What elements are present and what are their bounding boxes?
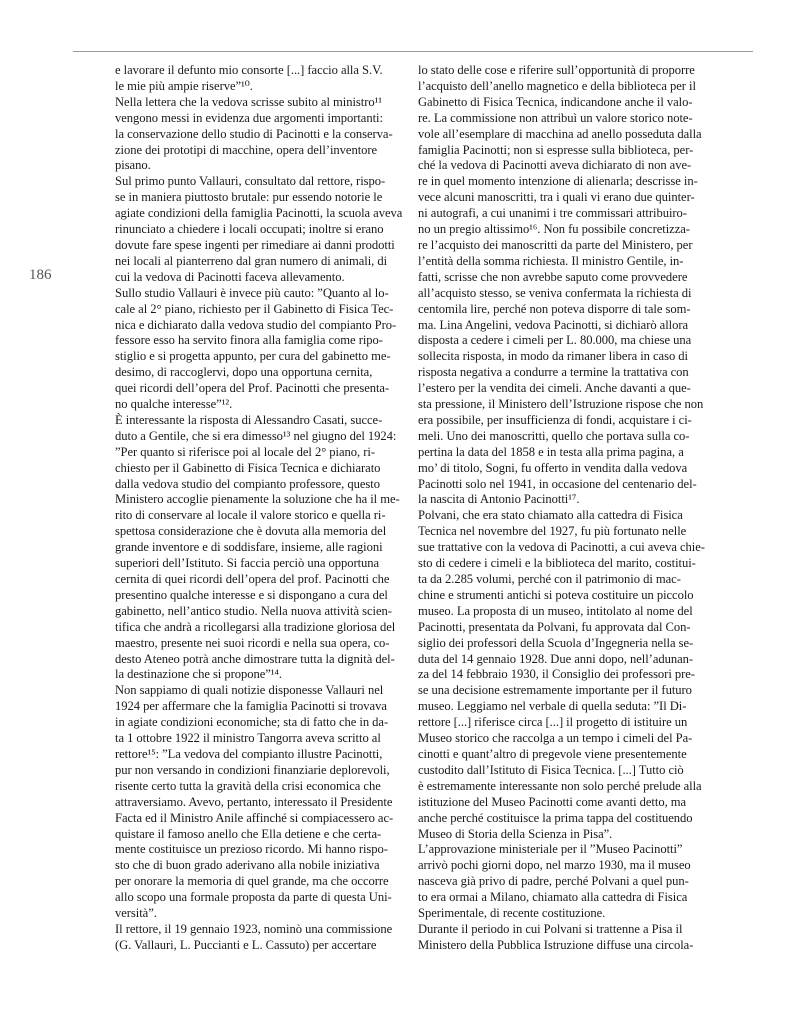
paragraph: Durante il periodo in cui Polvani si trattenne a Pisa il Ministero della Pubblica Istruzione diffuse una circola- xyxy=(418,921,694,952)
paragraph: È interessante la risposta di Alessandro Casati, succe- duto a Gentile, che si era dimesso¹³ nel giugno del 1924: ”Per quanto si riferisce poi al locale del 2° piano, ri- chiesto per il Gabinetto di Fisica Tecnica e dichiarato dalla vedova studio del compianto professore, questo Ministero accoglie pienamente la soluzione che ha il me- rito di conservare al locale il valore storico e quella ri- spettosa considerazione che è dovuta alla memoria del grande inventore e di soddisfare, insieme, alle ragioni superiori dell’Istituto. Si faccia perciò una opportuna cernita di quei ricordi dell’opera del prof. Pacinotti che presentino qualche interesse e si dispongano a cura del gabinetto, nell’antico studio. Nella nuova attività scien- tifica che andrà a ricollegarsi alla tradizione gloriosa del maestro, presente nei suoi ricordi e nella sua opera, co- desto Ateneo potrà anche dimostrare tutta la dignità del- la destinazione che si propone”¹⁴. xyxy=(115,412,400,682)
right-column xyxy=(418,63,708,954)
paragraph: Non sappiamo di quali notizie disponesse Vallauri nel 1924 per affermare che la famiglia Pacinotti si trovava in agiate condizioni economiche; sta di fatto che in da- ta 1 ottobre 1922 il ministro Tangorra aveva scritto al rettore¹⁵: ”La vedova del compianto illustre Pacinotti, pur non versando in condizioni finanziarie deplorevoli, risente certo tutta la gravità della crisi economica che attraversiamo. Avevo, pertanto, interessato il Presidente Facta ed il Ministro Anile affinché si compiacessero ac- quistare il famoso anello che Ella detiene e che certa- mente costituisce un prezioso ricordo. Mi hanno rispo- sto che di buon grado aderivano alla nobile iniziativa per onorare la memoria di quel grande, ma che occorre allo scopo una formale proposta da parte di questa Uni- versità”. xyxy=(115,683,394,921)
paragraph: L’approvazione ministeriale per il ”Museo Pacinotti” arrivò pochi giorni dopo, nel marzo 1930, ma il museo nasceva già privo di padre, perché Polvani a quel pun- to era ormai a Milano, chiamato alla cattedra di Fisica Sperimentale, di recente costituzione. xyxy=(418,842,691,921)
header-rule xyxy=(73,51,753,52)
paragraph: Polvani, che era stato chiamato alla cattedra di Fisica Tecnica nel novembre del 1927, fu più fortunato nelle sue trattative con la vedova di Pacinotti, a cui aveva chie- sto di cedere i cimeli e la biblioteca del marito, costitui- ta da 2.285 volumi, perché con il patrimonio di mac- chine e strumenti antichi si poteva costituire un piccolo museo. La proposta di un museo, intitolato al nome del Pacinotti, presentata da Polvani, fu approvata dal Con- siglio dei professori della Scuola d’Ingegneria nella se- duta del 14 gennaio 1928. Due anni dopo, nell’adunan- za del 14 febbraio 1930, il Consiglio dei professori pre- se una decisione estremamente importante per il futuro museo. Leggiamo nel verbale di quella seduta: ”Il Di- rettore [...] riferisce circa [...] il progetto di istituire un Museo storico che raccolga a un tempo i cimeli del Pa- cinotti e quant’altro di pregevole viene presentemente custodito dall’Istituto di Fisica Tecnica. [...] Tutto ciò è estremamente interessante non solo perché prelude alla istituzione del Museo Pacinotti come avanti detto, ma anche perché costituisce la prima tappa del costituendo Museo di Storia della Scienza in Pisa”. xyxy=(418,508,705,841)
paragraph: lo stato delle cose e riferire sull’opportunità di proporre l’acquisto dell’anello magnetico e della biblioteca per il Gabinetto di Fisica Tecnica, indicandone anche il valo- re. La commissione non attribuì un valore storico note- vole all’esemplare di macchina ad anello posseduta dalla famiglia Pacinotti; non si espresse sulla biblioteca, per- ché la vedova di Pacinotti aveva dichiarato di non ave- re in quel momento intenzione di alienarla; descrisse in- vece alcuni manoscritti, tra i quali vi erano due quinter- ni autografi, a cui unanimi i tre commissari attribuiro- no un pregio altissimo¹⁶. Non fu possibile concretizza- re l’acquisto dei manoscritti da parte del Ministero, per l’entità della somma richiesta. Il ministro Gentile, in- fatti, scrisse che non avrebbe saputo come provvedere all’acquisto stesso, se veniva confermata la richiesta di centomila lire, perché non poteva disporre di tale som- ma. Lina Angelini, vedova Pacinotti, si dichiarò allora disposta a cedere i cimeli per L. 80.000, ma chiese una sollecita risposta, in modo da rimaner libera in caso di risposta negativa a condurre a termine la trattativa con l’estero per la vendita dei cimeli. Anche davanti a que- sta pressione, il Ministero dell’Istruzione rispose che non era possibile, per insufficienza di fondi, acquistare i ci- meli. Uno dei manoscritti, quello che portava sulla co- pertina la data del 1858 e in testa alla prima pagina, a mo’ di titolo, Sogni, fu offerto in vendita dalla vedova Pacinotti solo nel 1941, in occasione del centenario del- la nascita di Antonio Pacinotti¹⁷. xyxy=(418,63,704,507)
paragraph: Sul primo punto Vallauri, consultato dal rettore, rispo- se in maniera piuttosto brutale: pur essendo notorie le agiate condizioni della famiglia Pacinotti, la scuola aveva rinunciato a chiedere i locali occupati; inoltre si erano dovute fare spese ingenti per rimediare ai danni prodotti nei locali al pianterreno dal gran numero di animali, di cui la vedova di Pacinotti faceva allevamento. xyxy=(115,174,403,284)
paragraph: e lavorare il defunto mio consorte [...] faccio alla S.V. le mie più ampie riserve”¹⁰. xyxy=(115,63,383,93)
left-column xyxy=(115,63,405,954)
paragraph: Sullo studio Vallauri è invece più cauto: ”Quanto al lo- cale al 2° piano, richiesto per il Gabinetto di Fisica Tec- nica e dichiarato dalla vedova studio del compianto Pro- fessore esso ha servito finora alla famiglia come ripo- stiglio e si progetta appunto, per cura del gabinetto me- desimo, di raccoglervi, dopo una opportuna cernita, quei ricordi dell’opera del Prof. Pacinotti che presenta- no qualche interesse”¹². xyxy=(115,285,397,412)
paragraph: Il rettore, il 19 gennaio 1923, nominò una commissione (G. Vallauri, L. Puccianti e L. Cassuto) per accertare xyxy=(115,921,393,952)
paragraph: Nella lettera che la vedova scrisse subito al ministro¹¹ vengono messi in evidenza due argomenti importanti: la conservazione dello studio di Pacinotti e la conserva- zione dei prototipi di macchine, opera dell’inventore pisano. xyxy=(115,94,393,173)
page-number: 186 xyxy=(29,267,52,283)
